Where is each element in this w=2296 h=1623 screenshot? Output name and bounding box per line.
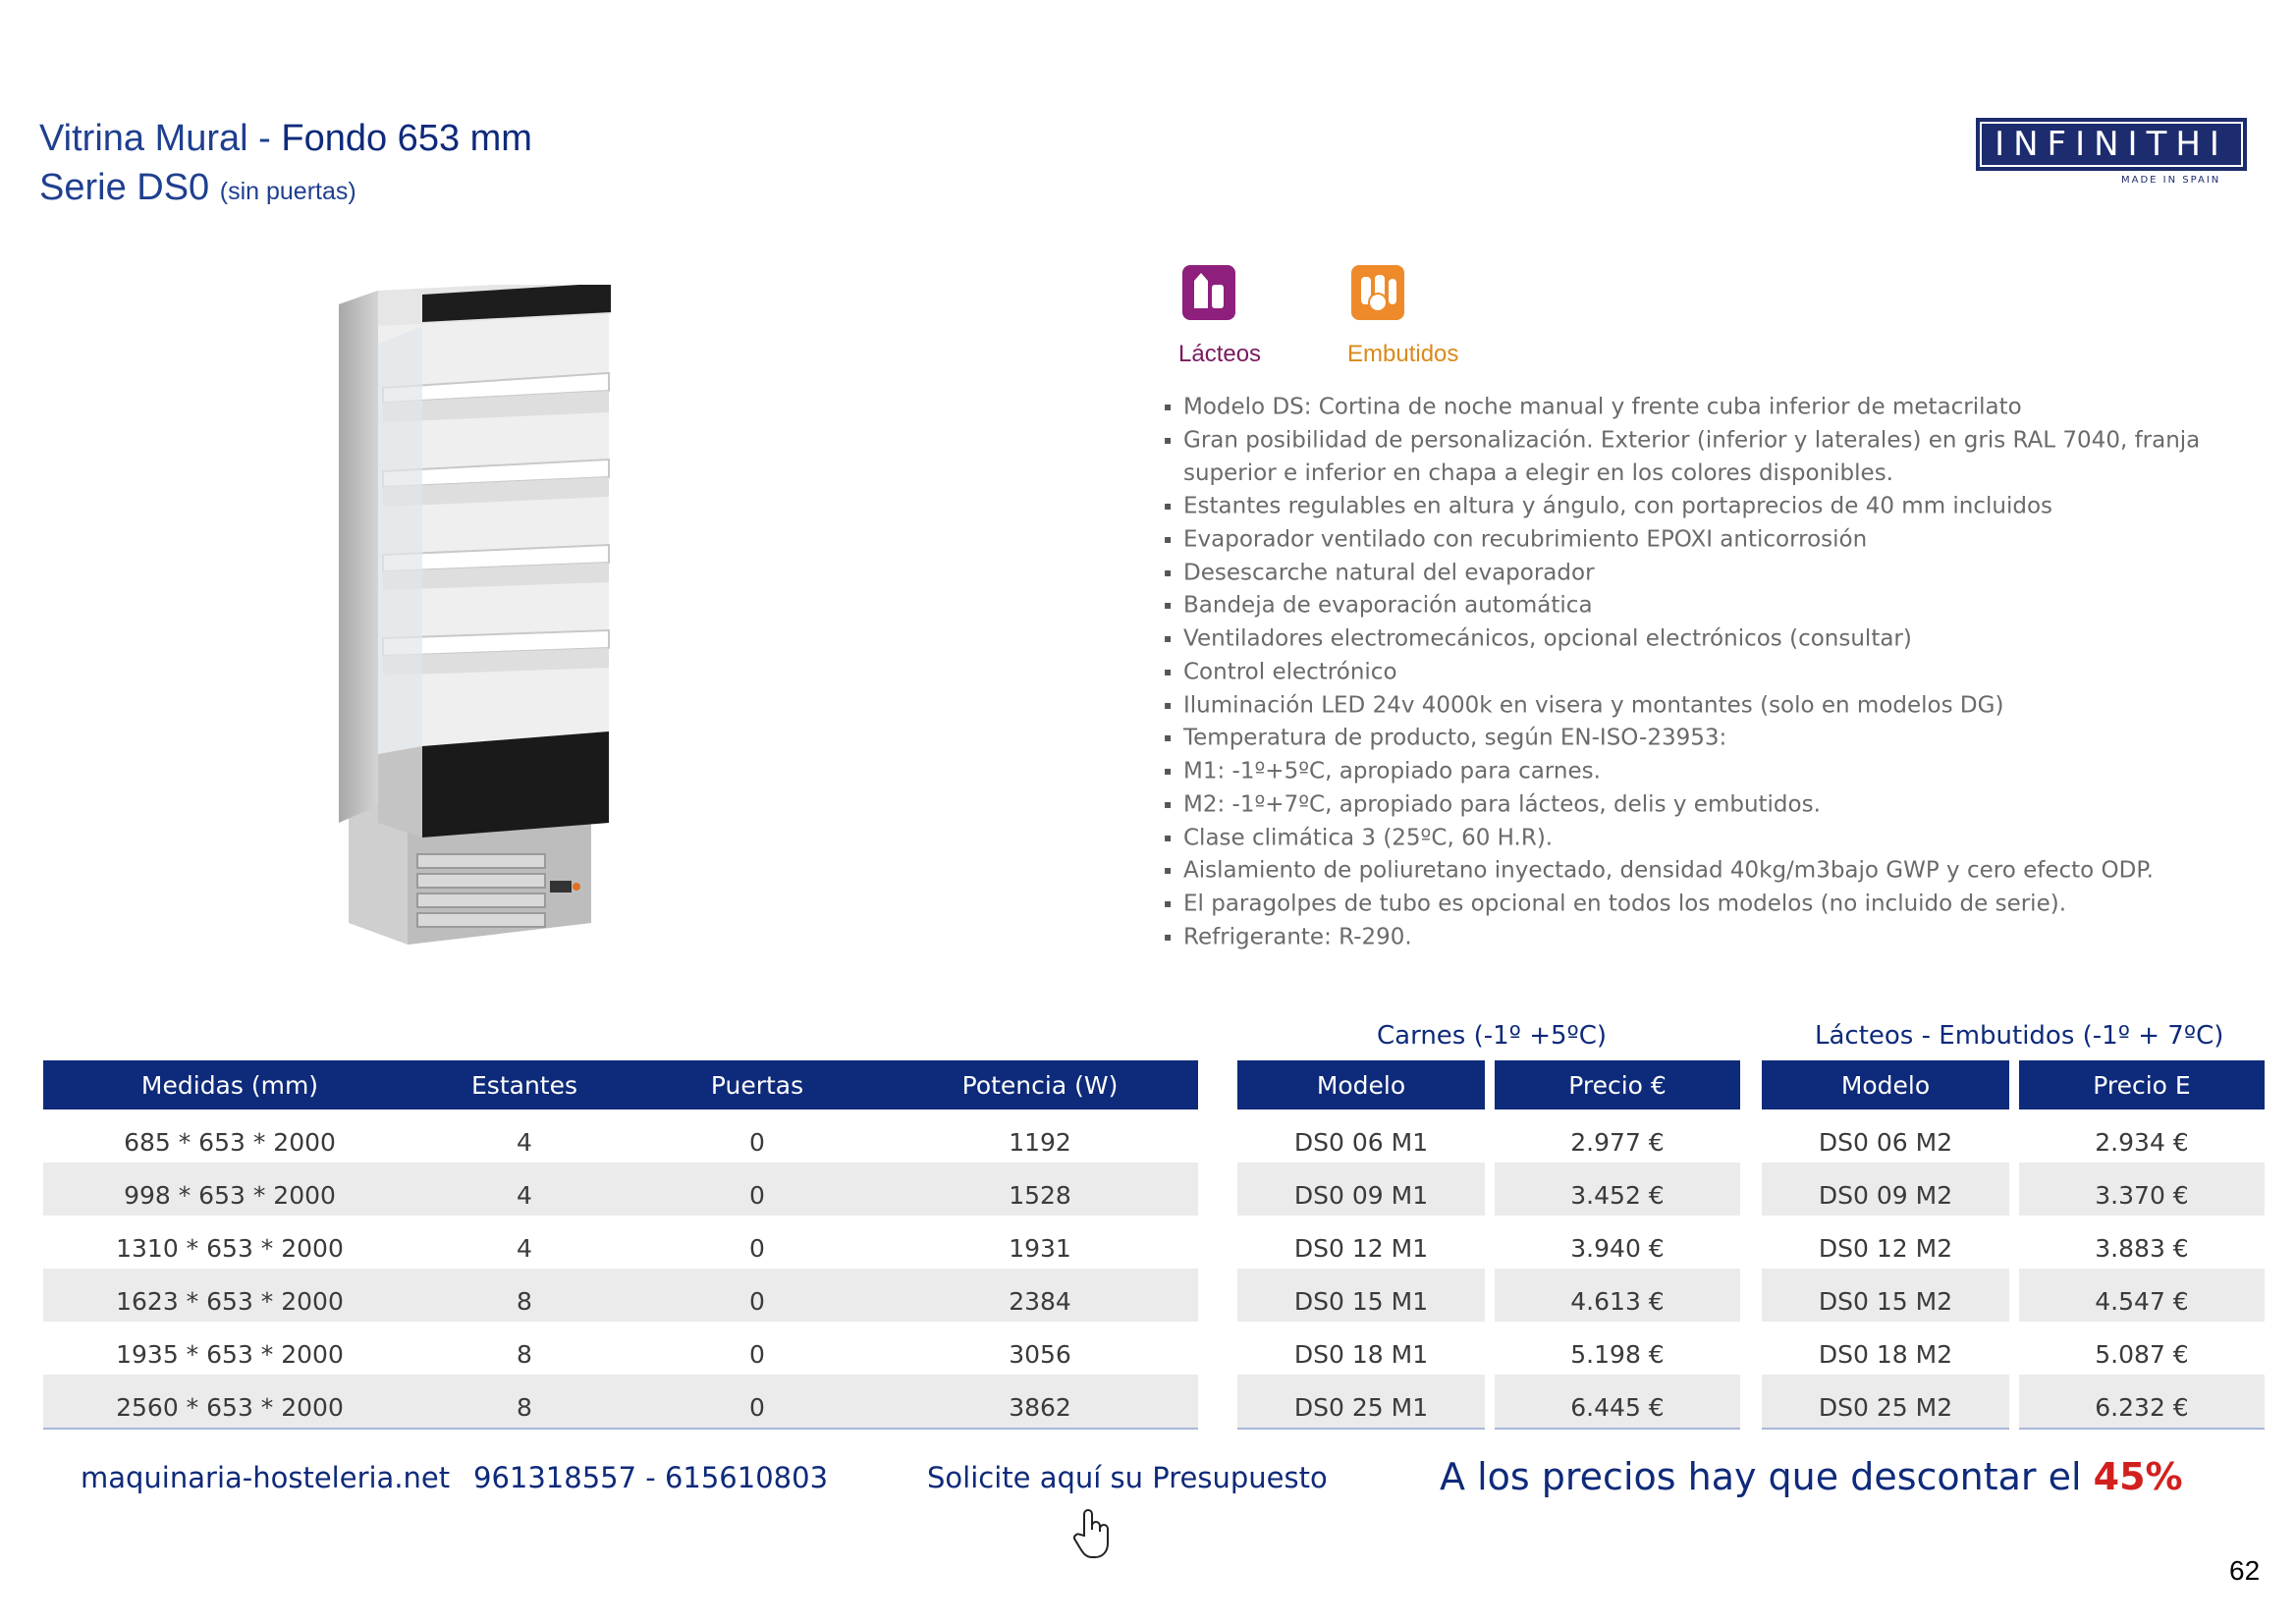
- cell-modelo: DS0 06 M1: [1293, 1128, 1429, 1157]
- cell-precio: 3.940 €: [1570, 1234, 1665, 1263]
- table-row: [43, 1269, 1198, 1322]
- cell-medidas: 2560 * 653 * 2000: [116, 1393, 344, 1422]
- lacteos-group-label: Lácteos - Embutidos (-1º + 7ºC): [1815, 1021, 2224, 1051]
- cell-modelo: DS0 18 M1: [1293, 1340, 1429, 1369]
- specs-table: [43, 1060, 1198, 1430]
- cell-potencia: 2384: [1009, 1287, 1071, 1316]
- cell-precio: 4.547 €: [2095, 1287, 2189, 1316]
- cell-potencia: 1192: [1009, 1128, 1071, 1157]
- cell-precio: 4.613 €: [1570, 1287, 1665, 1316]
- table-row: [1762, 1216, 2009, 1269]
- cell-modelo: DS0 06 M2: [1818, 1128, 1953, 1157]
- cell-puertas: 0: [749, 1393, 765, 1422]
- cell-modelo: DS0 25 M2: [1818, 1393, 1953, 1422]
- lacteos-model-table: [1762, 1060, 2009, 1430]
- table-row: [1762, 1322, 2009, 1375]
- table-row: [43, 1109, 1198, 1163]
- table-row: [1762, 1163, 2009, 1216]
- cell-medidas: 685 * 653 * 2000: [124, 1128, 336, 1157]
- table-row: [1237, 1163, 1485, 1216]
- col-header-medidas: Medidas (mm): [43, 1060, 416, 1109]
- table-divider: [2019, 1428, 2265, 1430]
- table-row: [2019, 1109, 2265, 1163]
- cell-precio: 2.934 €: [2095, 1128, 2189, 1157]
- cell-potencia: 3862: [1009, 1393, 1071, 1422]
- cell-medidas: 1935 * 653 * 2000: [116, 1340, 344, 1369]
- col-header-estantes: Estantes: [416, 1060, 632, 1109]
- table-row: [1762, 1109, 2009, 1163]
- phone-numbers[interactable]: 961318557 - 615610803: [473, 1461, 829, 1494]
- cell-precio: 3.452 €: [1570, 1181, 1665, 1210]
- feature-item: ▪ Ventiladores electromecánicos, opcional electrónicos (consultar): [1164, 622, 2224, 656]
- cell-puertas: 0: [749, 1128, 765, 1157]
- cell-precio: 6.445 €: [1570, 1393, 1665, 1422]
- cell-puertas: 0: [749, 1234, 765, 1263]
- cell-estantes: 8: [517, 1287, 532, 1316]
- cell-precio: 5.198 €: [1570, 1340, 1665, 1369]
- discount-note: [1440, 1455, 2183, 1498]
- table-divider: [1237, 1428, 1485, 1430]
- discount-percent: 45%: [2093, 1455, 2183, 1498]
- table-row: [1495, 1375, 1740, 1428]
- table-row: [1495, 1322, 1740, 1375]
- feature-item: ▪ Aislamiento de poliuretano inyectado, densidad 40kg/m3bajo GWP y cero efecto ODP.: [1164, 854, 2224, 888]
- feature-item: ▪ Refrigerante: R-290.: [1164, 921, 2224, 954]
- table-row: [1495, 1163, 1740, 1216]
- cell-modelo: DS0 18 M2: [1818, 1340, 1953, 1369]
- cell-modelo: DS0 25 M1: [1293, 1393, 1429, 1422]
- col-header-modelo: Modelo: [1237, 1060, 1485, 1109]
- table-row: [2019, 1375, 2265, 1428]
- table-row: [1495, 1109, 1740, 1163]
- col-header-puertas: Puertas: [632, 1060, 882, 1109]
- feature-item: ▪ M1: -1º+5ºC, apropiado para carnes.: [1164, 755, 2224, 788]
- cell-modelo: DS0 12 M1: [1293, 1234, 1429, 1263]
- product-image: [324, 285, 629, 972]
- cell-medidas: 1623 * 653 * 2000: [116, 1287, 344, 1316]
- cell-puertas: 0: [749, 1181, 765, 1210]
- table-row: [43, 1322, 1198, 1375]
- table-row: [1237, 1109, 1485, 1163]
- feature-item: ▪ Control electrónico: [1164, 656, 2224, 689]
- page-subtitle: [39, 167, 356, 209]
- brand-logo-sub: MADE IN SPAIN: [2121, 175, 2221, 186]
- feature-item: ▪ Estantes regulables en altura y ángulo, con portaprecios de 40 mm incluidos: [1164, 490, 2224, 523]
- feature-item: ▪ Modelo DS: Cortina de noche manual y frente cuba inferior de metacrilato: [1164, 391, 2224, 424]
- feature-item: ▪ Gran posibilidad de personalización. Exterior (inferior y laterales) en gris RAL 7040, franja superior e inferior en chapa a elegir en los colores disponibles.: [1164, 424, 2224, 490]
- category-lacteos: Lácteos: [1178, 341, 1262, 367]
- feature-item: ▪ Bandeja de evaporación automática: [1164, 589, 2224, 622]
- cell-medidas: 998 * 653 * 2000: [124, 1181, 336, 1210]
- feature-item: ▪ Iluminación LED 24v 4000k en visera y montantes (solo en modelos DG): [1164, 689, 2224, 723]
- cell-precio: 2.977 €: [1570, 1128, 1665, 1157]
- col-header-precio: Precio €: [1495, 1060, 1740, 1109]
- feature-item: ▪ Desescarche natural del evaporador: [1164, 557, 2224, 590]
- lacteos-price-table: [2019, 1060, 2265, 1430]
- table-divider: [1495, 1428, 1740, 1430]
- cell-precio: 5.087 €: [2095, 1340, 2189, 1369]
- table-row: [1495, 1269, 1740, 1322]
- cell-estantes: 8: [517, 1393, 532, 1422]
- cell-potencia: 1931: [1009, 1234, 1071, 1263]
- brand-logo: INFINITHI: [1976, 118, 2247, 171]
- table-row: [2019, 1163, 2265, 1216]
- cell-estantes: 4: [517, 1234, 532, 1263]
- cell-precio: 6.232 €: [2095, 1393, 2189, 1422]
- cell-modelo: DS0 15 M2: [1818, 1287, 1953, 1316]
- carnes-group-label: Carnes (-1º +5ºC): [1377, 1021, 1608, 1051]
- discount-text: A los precios hay que descontar el: [1440, 1455, 2094, 1498]
- col-header-potencia: Potencia (W): [882, 1060, 1198, 1109]
- series-note: (sin puertas): [219, 178, 356, 205]
- table-row: [43, 1375, 1198, 1428]
- title-prefix: Vitrina Mural -: [39, 118, 282, 159]
- title-bold: Fondo 653 mm: [281, 118, 532, 159]
- feature-item: ▪ Temperatura de producto, según EN-ISO-23953:: [1164, 722, 2224, 755]
- page-title: [39, 118, 532, 160]
- table-row: [2019, 1216, 2265, 1269]
- feature-item: ▪ El paragolpes de tubo es opcional en todos los modelos (no incluido de serie).: [1164, 888, 2224, 921]
- feature-item: ▪ Clase climática 3 (25ºC, 60 H.R).: [1164, 822, 2224, 855]
- cell-estantes: 4: [517, 1181, 532, 1210]
- feature-list: [1164, 391, 2224, 954]
- table-divider: [1762, 1428, 2009, 1430]
- cell-medidas: 1310 * 653 * 2000: [116, 1234, 344, 1263]
- pointing-hand-icon[interactable]: [1072, 1506, 1114, 1566]
- cell-estantes: 4: [517, 1128, 532, 1157]
- table-row: [1237, 1322, 1485, 1375]
- table-row: [1495, 1216, 1740, 1269]
- table-row: [43, 1216, 1198, 1269]
- cell-precio: 3.370 €: [2095, 1181, 2189, 1210]
- cell-precio: 3.883 €: [2095, 1234, 2189, 1263]
- page-number: 62: [2229, 1555, 2261, 1586]
- table-row: [1762, 1269, 2009, 1322]
- feature-item: ▪ Evaporador ventilado con recubrimiento EPOXI anticorrosión: [1164, 523, 2224, 557]
- cell-potencia: 1528: [1009, 1181, 1071, 1210]
- cell-estantes: 8: [517, 1340, 532, 1369]
- table-row: [1237, 1216, 1485, 1269]
- series-name: Serie DS0: [39, 167, 220, 208]
- request-quote-link[interactable]: Solicite aquí su Presupuesto: [927, 1461, 1328, 1494]
- carnes-price-table: [1495, 1060, 1740, 1430]
- table-row: [43, 1163, 1198, 1216]
- table-row: [2019, 1269, 2265, 1322]
- feature-item: ▪ M2: -1º+7ºC, apropiado para lácteos, delis y embutidos.: [1164, 788, 2224, 822]
- cell-modelo: DS0 09 M1: [1293, 1181, 1429, 1210]
- cell-puertas: 0: [749, 1340, 765, 1369]
- table-row: [2019, 1322, 2265, 1375]
- cell-modelo: DS0 12 M2: [1818, 1234, 1953, 1263]
- cell-potencia: 3056: [1009, 1340, 1071, 1369]
- table-row: [1237, 1269, 1485, 1322]
- cell-modelo: DS0 09 M2: [1818, 1181, 1953, 1210]
- website-link[interactable]: maquinaria-hosteleria.net: [81, 1461, 451, 1494]
- cold-cuts-icon: [1351, 265, 1404, 320]
- specs-header-row: [43, 1060, 1198, 1109]
- table-divider: [43, 1428, 1198, 1430]
- col-header-precio: Precio E: [2019, 1060, 2265, 1109]
- dairy-icon: [1182, 265, 1235, 320]
- category-embutidos: Embutidos: [1347, 341, 1459, 367]
- table-row: [1237, 1375, 1485, 1428]
- col-header-modelo: Modelo: [1762, 1060, 2009, 1109]
- carnes-model-table: [1237, 1060, 1485, 1430]
- table-row: [1762, 1375, 2009, 1428]
- cell-modelo: DS0 15 M1: [1293, 1287, 1429, 1316]
- cell-puertas: 0: [749, 1287, 765, 1316]
